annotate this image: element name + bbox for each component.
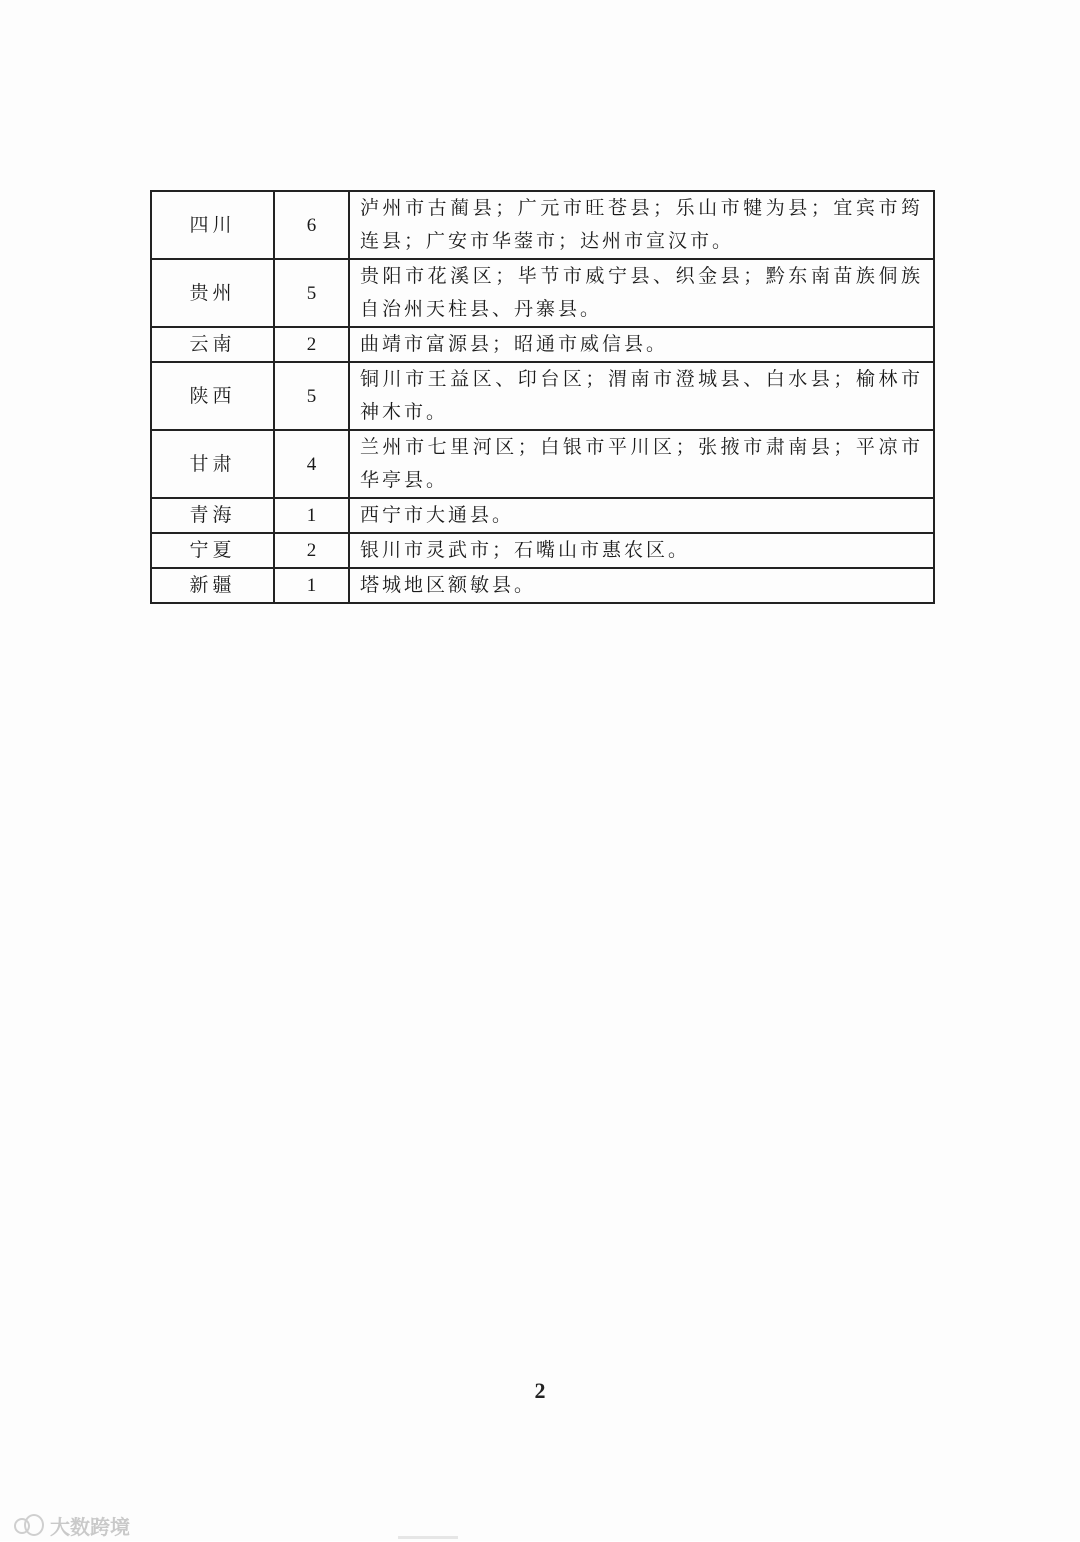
table-row [151, 568, 934, 603]
count-cell: 6 [274, 191, 349, 259]
areas-cell: 泸州市古蔺县；广元市旺苍县；乐山市犍为县；宜宾市筠连县；广安市华蓥市；达州市宣汉市。 [349, 191, 934, 259]
areas-cell: 银川市灵武市；石嘴山市惠农区。 [349, 533, 934, 568]
table-row [151, 430, 934, 498]
watermark-logo-icon [14, 1514, 44, 1536]
areas-cell: 曲靖市富源县；昭通市威信县。 [349, 327, 934, 362]
areas-cell: 贵阳市花溪区；毕节市威宁县、织金县；黔东南苗族侗族自治州天柱县、丹寨县。 [349, 259, 934, 327]
province-cell: 甘肃 [151, 430, 274, 498]
province-cell: 陕西 [151, 362, 274, 430]
province-cell: 宁夏 [151, 533, 274, 568]
scan-smudge [398, 1536, 458, 1539]
table-row [151, 327, 934, 362]
page-number: 2 [534, 1378, 546, 1403]
table-row [151, 533, 934, 568]
table-row [151, 362, 934, 430]
province-cell: 贵州 [151, 259, 274, 327]
count-cell: 5 [274, 259, 349, 327]
areas-cell: 塔城地区额敏县。 [349, 568, 934, 603]
count-cell: 4 [274, 430, 349, 498]
count-cell: 2 [274, 327, 349, 362]
count-cell: 1 [274, 568, 349, 603]
count-cell: 2 [274, 533, 349, 568]
region-table [150, 190, 935, 604]
count-cell: 1 [274, 498, 349, 533]
watermark [14, 1508, 130, 1542]
table-row [151, 191, 934, 259]
province-cell: 四川 [151, 191, 274, 259]
province-cell: 新疆 [151, 568, 274, 603]
table-row [151, 259, 934, 327]
table-row [151, 498, 934, 533]
count-cell: 5 [274, 362, 349, 430]
areas-cell: 西宁市大通县。 [349, 498, 934, 533]
areas-cell: 兰州市七里河区；白银市平川区；张掖市肃南县；平凉市华亭县。 [349, 430, 934, 498]
areas-cell: 铜川市王益区、印台区；渭南市澄城县、白水县；榆林市神木市。 [349, 362, 934, 430]
watermark-text: 大数跨境 [50, 1514, 130, 1539]
province-cell: 青海 [151, 498, 274, 533]
province-cell: 云南 [151, 327, 274, 362]
